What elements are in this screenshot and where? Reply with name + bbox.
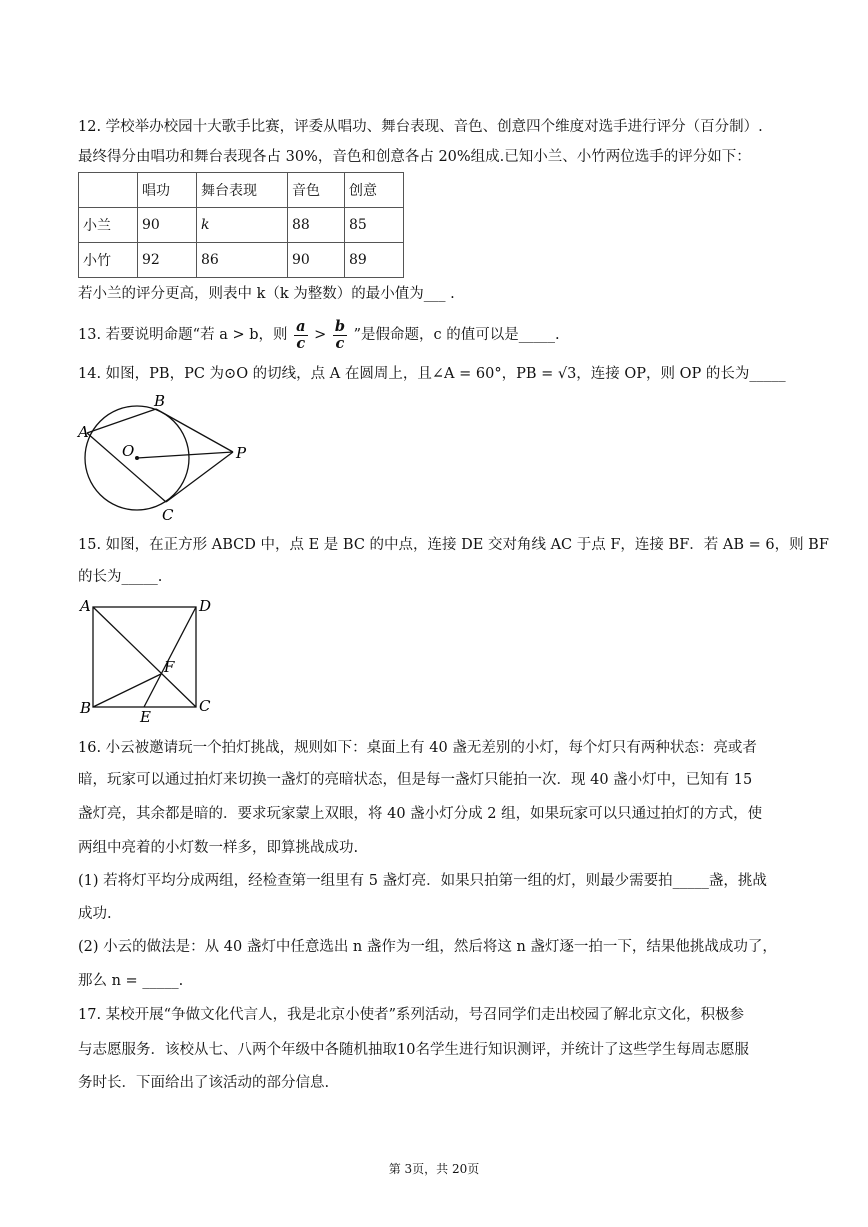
label-e: E <box>140 708 151 726</box>
table-cell: 90 <box>288 243 345 278</box>
segment-op <box>137 452 233 458</box>
segment-ab <box>87 409 156 433</box>
q16-part2-line1: (2) 小云的做法是：从 40 盏灯中任意选出 n 盏作为一组，然后将这 n 盏灯逐一拍一下，结果他挑战成功了， <box>78 939 777 955</box>
center-point <box>135 456 139 460</box>
table-row <box>79 208 404 243</box>
label-c: C <box>199 697 211 715</box>
q15-line1: 15. 如图，在正方形 ABCD 中，点 E 是 BC 的中点，连接 DE 交对角线 AC 于点 F，连接 BF．若 AB = 6，则 BF <box>78 537 829 553</box>
square-figure <box>70 595 230 725</box>
q12-line2: 最终得分由唱功和舞台表现各占 30%，音色和创意各占 20%组成.已知小兰、小竹两位选手的评分如下： <box>78 149 751 165</box>
table-cell: 88 <box>288 208 345 243</box>
table-cell: 小兰 <box>79 208 138 243</box>
table-header-cell: 音色 <box>288 173 345 208</box>
q17-line3: 务时长．下面给出了该活动的部分信息. <box>78 1075 330 1091</box>
q13-line <box>78 317 560 353</box>
table-cell: 小竹 <box>79 243 138 278</box>
q14-text: 14. 如图，PB，PC 为⊙O 的切线，点 A 在圆周上，且∠A = 60°，PB = √3，连接 OP，则 OP 的长为_____ <box>78 366 786 382</box>
q17-line2: 与志愿服务．该校从七、八两个年级中各随机抽取10名学生进行知识测评，并统计了这些学生每周志愿服 <box>78 1042 749 1058</box>
table-header-cell: 唱功 <box>138 173 197 208</box>
table-row <box>79 243 404 278</box>
table-header-cell: 舞台表现 <box>197 173 288 208</box>
q12-line1: 12. 学校举办校园十大歌手比赛，评委从唱功、舞台表现、音色、创意四个维度对选手进行评分（百分制）. <box>78 119 763 135</box>
q16-line1: 16. 小云被邀请玩一个拍灯挑战，规则如下：桌面上有 40 盏无差别的小灯，每个灯只有两种状态：亮或者 <box>78 740 757 756</box>
q16-line3: 盏灯亮，其余都是暗的．要求玩家蒙上双眼，将 40 盏小灯分成 2 组，如果玩家可以只通过拍灯的方式，使 <box>78 806 763 822</box>
table-cell: 90 <box>138 208 197 243</box>
table-cell: 85 <box>345 208 404 243</box>
label-o: O <box>122 442 135 460</box>
table-header-cell <box>79 173 138 208</box>
q13-pre: 13. 若要说明命题“若 a > b，则 <box>78 327 288 343</box>
table-cell: 86 <box>197 243 288 278</box>
table-header-row <box>79 173 404 208</box>
circle-tangent-figure <box>70 390 270 525</box>
fraction-b-over-c <box>333 319 347 352</box>
score-table <box>78 172 404 278</box>
q16-part1-line1: (1) 若将灯平均分成两组，经检查第一组里有 5 盏灯亮．如果只拍第一组的灯，则最少需要拍_____盏，挑战 <box>78 873 767 889</box>
label-c: C <box>162 506 174 524</box>
label-a: A <box>78 423 89 441</box>
label-a: A <box>80 597 91 615</box>
tangent-pb <box>156 409 233 452</box>
q12-question: 若小兰的评分更高，则表中 k（k 为整数）的最小值为___ . <box>78 286 455 302</box>
label-b: B <box>154 392 166 410</box>
diagonal-ac <box>93 607 196 707</box>
table-cell: 92 <box>138 243 197 278</box>
label-d: D <box>199 597 212 615</box>
q16-part2-line2: 那么 n = _____. <box>78 973 184 989</box>
segment-bf <box>93 674 161 707</box>
segment-de <box>144 607 196 707</box>
frac2-denominator: c <box>335 334 345 352</box>
frac2-numerator: b <box>334 317 346 335</box>
label-b: B <box>80 699 92 717</box>
fraction-a-over-c <box>294 319 307 352</box>
q17-line1: 17. 某校开展“争做文化代言人，我是北京小使者”系列活动，号召同学们走出校园了解北京文化，积极参 <box>78 1007 744 1023</box>
greater-than-sign: > <box>314 327 327 343</box>
label-f: F <box>164 658 175 676</box>
table-header-cell: 创意 <box>345 173 404 208</box>
frac1-numerator: a <box>296 317 306 335</box>
q16-line4: 两组中亮着的小灯数一样多，即算挑战成功. <box>78 840 359 856</box>
table-cell: 89 <box>345 243 404 278</box>
q13-post: ”是假命题，c 的值可以是_____. <box>353 327 560 343</box>
q15-line2: 的长为_____. <box>78 569 163 585</box>
page-footer: 第 3页，共 20页 <box>388 1162 480 1176</box>
q16-line2: 暗，玩家可以通过拍灯来切换一盏灯的亮暗状态，但是每一盏灯只能拍一次．现 40 盏小灯中，已知有 15 <box>78 772 753 788</box>
label-p: P <box>236 444 247 462</box>
frac1-denominator: c <box>296 334 306 352</box>
table-cell: k <box>197 208 288 243</box>
tangent-pc <box>166 452 233 502</box>
q16-part1-line2: 成功. <box>78 906 112 922</box>
